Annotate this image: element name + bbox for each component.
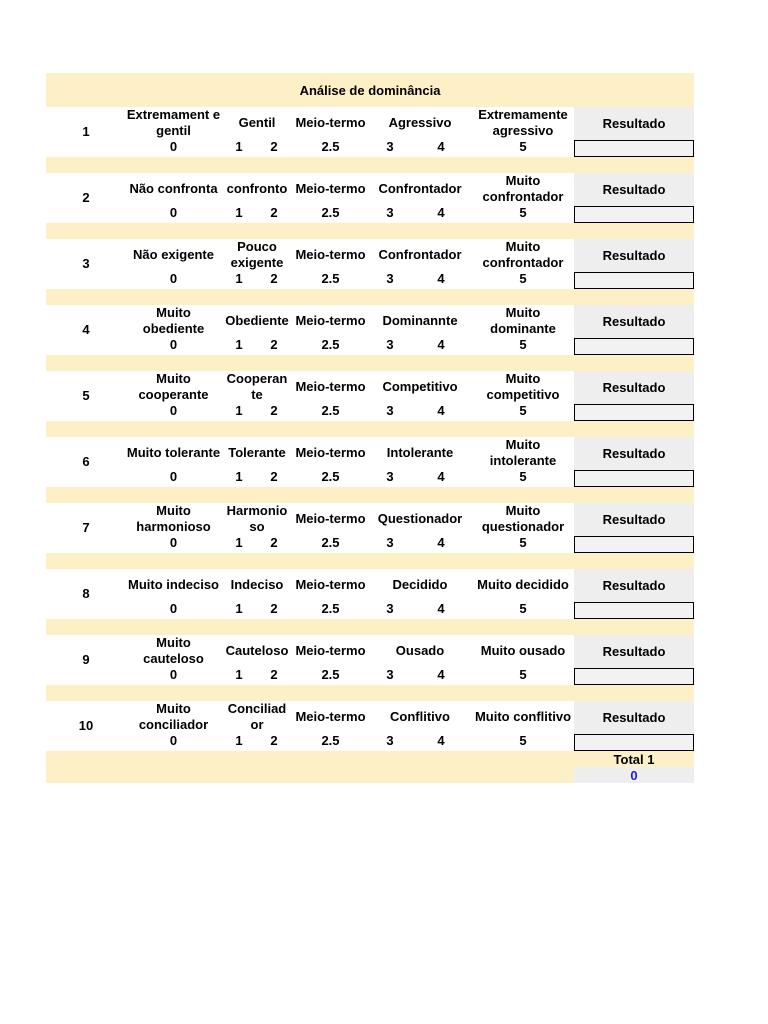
scale-label: Questionador	[377, 511, 463, 526]
scale-label: confronto	[226, 181, 288, 196]
row-number: 4	[82, 322, 90, 337]
scale-label: Pouco exigente	[230, 239, 284, 270]
scale-value: 1	[235, 601, 243, 616]
result-input[interactable]	[574, 404, 694, 421]
scale-label: Decidido	[392, 577, 448, 592]
scale-value: 1	[235, 667, 243, 682]
scale-value: 4	[437, 139, 445, 154]
scale-label: Não confronta	[129, 181, 218, 196]
scale-value: 1	[235, 733, 243, 748]
total-value: 0	[574, 767, 694, 783]
scale-value: 1	[235, 271, 243, 286]
scale-label: Meio-termo	[295, 181, 366, 196]
scale-label: Cauteloso	[225, 643, 289, 658]
scale-value: 5	[519, 139, 527, 154]
scale-label: Obediente	[225, 313, 289, 328]
scale-value: 4	[437, 205, 445, 220]
scale-label: Extremamente agressivo	[478, 107, 568, 138]
scale-value: 2.5	[321, 535, 340, 550]
scale-label: Muito intolerante	[489, 437, 557, 468]
row-number: 3	[82, 256, 90, 271]
result-label: Resultado	[574, 635, 694, 668]
scale-label: Muito indeciso	[128, 577, 219, 592]
row-number: 2	[82, 190, 90, 205]
scale-value: 5	[519, 667, 527, 682]
scale-value: 0	[169, 535, 178, 550]
result-input[interactable]	[574, 272, 694, 289]
scale-value: 5	[519, 601, 527, 616]
scale-label: Competitivo	[382, 379, 458, 394]
scale-value: 2.5	[321, 667, 340, 682]
question-row	[46, 239, 694, 289]
scale-label: Meio-termo	[295, 379, 366, 394]
scale-value: 3	[386, 733, 394, 748]
result-input[interactable]	[574, 668, 694, 685]
row-separator	[46, 685, 694, 701]
row-number: 1	[82, 124, 90, 139]
result-input[interactable]	[574, 734, 694, 751]
scale-label: Muito tolerante	[126, 445, 221, 460]
scale-value: 2.5	[321, 403, 340, 418]
scale-label: Ousado	[395, 643, 445, 658]
result-input[interactable]	[574, 206, 694, 223]
question-row	[46, 305, 694, 355]
scale-value: 2.5	[321, 733, 340, 748]
scale-value: 4	[437, 535, 445, 550]
result-input[interactable]	[574, 602, 694, 619]
scale-label: Confrontador	[378, 181, 462, 196]
scale-label: Agressivo	[388, 115, 452, 130]
scale-value: 3	[386, 205, 394, 220]
scale-value: 2.5	[321, 205, 340, 220]
scale-label: Muito competitivo	[486, 371, 560, 402]
row-separator	[46, 289, 694, 305]
scale-value: 3	[386, 271, 394, 286]
scale-value: 1	[235, 337, 243, 352]
scale-value: 2.5	[321, 337, 340, 352]
scale-label: Meio-termo	[295, 445, 366, 460]
scale-value: 3	[386, 337, 394, 352]
scale-value: 4	[437, 403, 445, 418]
scale-value: 2	[270, 535, 278, 550]
result-label: Resultado	[574, 173, 694, 206]
scale-value: 0	[169, 403, 178, 418]
scale-label: Não exigente	[133, 247, 214, 262]
scale-value: 5	[519, 337, 527, 352]
row-number: 9	[82, 652, 90, 667]
scale-label: Dominannte	[382, 313, 458, 328]
scale-value: 3	[386, 601, 394, 616]
scale-value: 2.5	[321, 139, 340, 154]
scale-label: Muito ousado	[480, 643, 566, 658]
scale-value: 1	[235, 535, 243, 550]
row-separator	[46, 487, 694, 503]
result-input[interactable]	[574, 536, 694, 553]
scale-label: Harmonio so	[226, 503, 288, 534]
result-input[interactable]	[574, 140, 694, 157]
scale-label: Muito cooperante	[138, 371, 209, 402]
result-label: Resultado	[574, 569, 694, 602]
question-row	[46, 569, 694, 619]
scale-label: Muito conflitivo	[474, 709, 572, 724]
scale-value: 2.5	[321, 601, 340, 616]
row-number: 8	[82, 586, 90, 601]
result-label: Resultado	[574, 107, 694, 140]
result-label: Resultado	[574, 437, 694, 470]
scale-label: Meio-termo	[295, 115, 366, 130]
scale-value: 2	[270, 667, 278, 682]
scale-label: Meio-termo	[295, 511, 366, 526]
row-number: 7	[82, 520, 90, 535]
scale-label: Meio-termo	[295, 247, 366, 262]
scale-label: Muito cauteloso	[143, 635, 204, 666]
total-label: Total 1	[574, 751, 694, 767]
row-number: 10	[78, 718, 94, 733]
scale-label: Muito dominante	[490, 305, 556, 336]
scale-value: 1	[235, 139, 243, 154]
scale-label: Meio-termo	[295, 643, 366, 658]
scale-label: Muito conciliador	[138, 701, 209, 732]
scale-label: Conflitivo	[390, 709, 450, 724]
scale-value: 4	[437, 271, 445, 286]
scale-value: 3	[386, 469, 394, 484]
scale-label: Muito confrontador	[482, 173, 564, 204]
scale-label: Muito obediente	[142, 305, 205, 336]
scale-value: 2	[270, 337, 278, 352]
result-label: Resultado	[574, 701, 694, 734]
scale-value: 3	[386, 667, 394, 682]
scale-label: Meio-termo	[295, 577, 366, 592]
row-separator	[46, 553, 694, 569]
scale-value: 1	[235, 403, 243, 418]
row-separator	[46, 223, 694, 239]
question-row	[46, 173, 694, 223]
scale-label: Indeciso	[230, 577, 284, 592]
scale-label: Meio-termo	[295, 313, 366, 328]
scale-value: 4	[437, 667, 445, 682]
result-input[interactable]	[574, 470, 694, 487]
scale-label: Muito decidido	[477, 577, 569, 592]
total-row	[46, 751, 694, 783]
result-label: Resultado	[574, 503, 694, 536]
scale-value: 3	[386, 535, 394, 550]
scale-value: 1	[235, 205, 243, 220]
row-number: 6	[82, 454, 90, 469]
row-separator	[46, 157, 694, 173]
scale-label: Intolerante	[386, 445, 454, 460]
scale-value: 4	[437, 601, 445, 616]
scale-label: Conciliad or	[227, 701, 287, 732]
scale-label: Muito confrontador	[482, 239, 564, 270]
scale-value: 2	[270, 271, 278, 286]
scale-value: 3	[386, 403, 394, 418]
scale-label: Cooperan te	[226, 371, 288, 402]
scale-value: 0	[169, 271, 178, 286]
scale-label: Muito harmonioso	[136, 503, 211, 534]
row-separator	[46, 421, 694, 437]
row-separator	[46, 355, 694, 371]
scale-value: 2	[270, 139, 278, 154]
scale-value: 5	[519, 535, 527, 550]
scale-value: 2.5	[321, 271, 340, 286]
result-label: Resultado	[574, 371, 694, 404]
sheet-title: Análise de dominância	[46, 73, 694, 107]
scale-value: 5	[519, 403, 527, 418]
scale-value: 5	[519, 469, 527, 484]
scale-value: 4	[437, 733, 445, 748]
scale-value: 0	[169, 205, 178, 220]
scale-value: 2	[270, 733, 278, 748]
scale-value: 2	[270, 601, 278, 616]
scale-value: 2.5	[321, 469, 340, 484]
scale-value: 2	[270, 403, 278, 418]
scale-label: Extremament e gentil	[126, 107, 221, 138]
rows-container	[46, 107, 694, 751]
question-row	[46, 635, 694, 685]
scale-value: 4	[437, 469, 445, 484]
question-row	[46, 701, 694, 751]
scale-value: 3	[386, 139, 394, 154]
scale-label: Meio-termo	[295, 709, 366, 724]
scale-label: Tolerante	[228, 445, 286, 460]
row-separator	[46, 619, 694, 635]
scale-value: 0	[169, 733, 178, 748]
scale-value: 5	[519, 205, 527, 220]
scale-value: 2	[270, 205, 278, 220]
result-input[interactable]	[574, 338, 694, 355]
scale-value: 0	[169, 337, 178, 352]
question-row	[46, 107, 694, 157]
scale-value: 5	[519, 733, 527, 748]
dominance-sheet	[46, 73, 694, 783]
scale-value: 5	[519, 271, 527, 286]
scale-value: 0	[169, 139, 178, 154]
question-row	[46, 437, 694, 487]
scale-value: 0	[169, 667, 178, 682]
scale-label: Gentil	[238, 115, 276, 130]
question-row	[46, 503, 694, 553]
row-number: 5	[82, 388, 90, 403]
scale-value: 2	[270, 469, 278, 484]
scale-value: 0	[169, 469, 178, 484]
scale-value: 1	[235, 469, 243, 484]
scale-value: 4	[437, 337, 445, 352]
question-row	[46, 371, 694, 421]
scale-value: 0	[169, 601, 178, 616]
result-label: Resultado	[574, 239, 694, 272]
scale-label: Muito questionador	[481, 503, 565, 534]
scale-label: Confrontador	[378, 247, 462, 262]
result-label: Resultado	[574, 305, 694, 338]
